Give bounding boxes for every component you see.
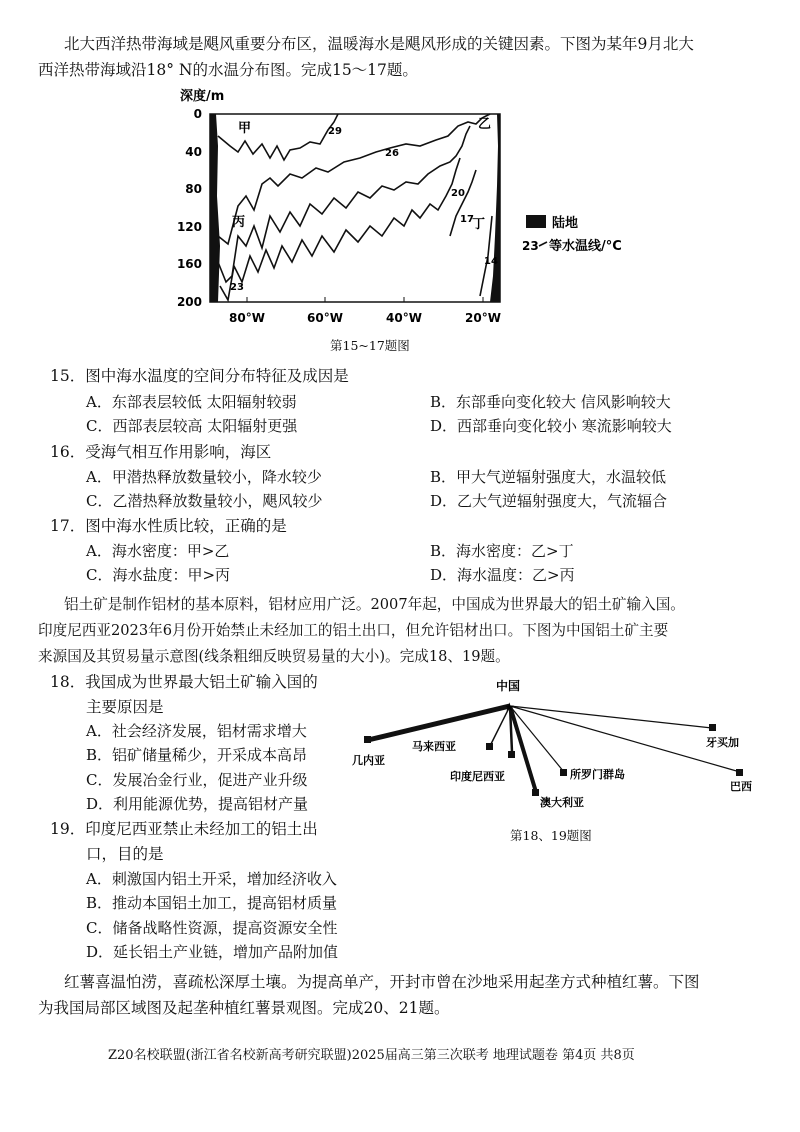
q15-option-d[interactable]: D．西部垂向变化较小 寒流影响较大 bbox=[430, 417, 672, 435]
y-tick-120: 120 bbox=[176, 220, 202, 234]
point-yi: 乙 bbox=[478, 117, 492, 132]
q18-option-d[interactable]: D．利用能源优势，提高铝材产量 bbox=[86, 795, 309, 813]
solomon-marker bbox=[560, 769, 567, 776]
intro2-line2: 印度尼西亚2023年6月份开始禁止未经加工的铝土出口，但允许铝材出口。下图为中国铝土矿主要 bbox=[38, 622, 669, 639]
q16-option-b[interactable]: B．甲大气逆辐射强度大，水温较低 bbox=[430, 468, 667, 486]
legend-isotherm-line bbox=[539, 242, 547, 246]
intro1-line1: 北大西洋热带海域是飓风重要分布区，温暖海水是飓风形成的关键因素。下图为某年9月北大 bbox=[64, 35, 694, 53]
q18-stem-line2: 主要原因是 bbox=[86, 698, 164, 716]
legend-land-swatch bbox=[526, 215, 546, 228]
y-tick-160: 160 bbox=[176, 257, 202, 271]
isotherm-label-23: 23 bbox=[230, 282, 244, 293]
x-tick-60w: 60°W bbox=[307, 311, 343, 325]
q18-option-c[interactable]: C．发展冶金行业，促进产业升级 bbox=[86, 771, 308, 789]
intro2-line1: 铝土矿是制作铝材的基本原料，铝材应用广泛。2007年起，中国成为世界最大的铝土矿输入国。 bbox=[64, 596, 685, 613]
y-axis-title: 深度/m bbox=[180, 89, 225, 104]
isotherm-label-14: 14 bbox=[484, 256, 498, 267]
point-ding: 丁 bbox=[472, 217, 486, 232]
isotherm-label-26: 26 bbox=[385, 148, 399, 159]
australia-marker bbox=[532, 789, 539, 796]
label-solomon: 所罗门群岛 bbox=[570, 768, 625, 781]
q19-stem-line2: 口，目的是 bbox=[86, 845, 164, 863]
fig1-caption: 第15~17题图 bbox=[330, 338, 410, 353]
q15-stem: 15．图中海水温度的空间分布特征及成因是 bbox=[50, 367, 349, 385]
q19-option-c[interactable]: C．储备战略性资源，提高资源安全性 bbox=[86, 919, 338, 937]
q17-option-d[interactable]: D．海水温度：乙>丙 bbox=[430, 566, 575, 584]
x-tick-20w: 20°W bbox=[465, 311, 501, 325]
q15-option-c[interactable]: C．西部表层较高 太阳辐射更强 bbox=[86, 417, 298, 435]
q16-option-c[interactable]: C．乙潜热释放数量较小，飓风较少 bbox=[86, 492, 323, 510]
q16-option-a[interactable]: A．甲潜热释放数量较小，降水较少 bbox=[86, 468, 322, 486]
malaysia-marker bbox=[486, 743, 493, 750]
indonesia-marker bbox=[508, 751, 515, 758]
trade-line-jamaica bbox=[510, 706, 712, 728]
intro3-line2: 为我国局部区域图及起垄种植红薯景观图。完成20、21题。 bbox=[38, 999, 450, 1017]
q17-option-c[interactable]: C．海水盐度：甲>丙 bbox=[86, 566, 231, 584]
q16-option-d[interactable]: D．乙大气逆辐射强度大，气流辐合 bbox=[430, 492, 668, 510]
isotherm-label-17: 17 bbox=[460, 214, 474, 225]
label-malaysia: 马来西亚 bbox=[412, 740, 456, 753]
trade-line-guinea bbox=[368, 706, 510, 740]
bauxite-trade-map bbox=[350, 672, 770, 832]
q17-option-a[interactable]: A．海水密度：甲>乙 bbox=[86, 542, 230, 560]
q19-option-b[interactable]: B．推动本国铝土加工，提高铝材质量 bbox=[86, 894, 338, 912]
label-guinea: 几内亚 bbox=[352, 754, 385, 767]
temperature-section-figure bbox=[150, 86, 650, 338]
legend-isotherm-value: 23 bbox=[522, 239, 539, 253]
q18-option-b[interactable]: B．铝矿储量稀少，开采成本高昂 bbox=[86, 746, 308, 764]
q19-option-a[interactable]: A．刺激国内铝土开采，增加经济收入 bbox=[86, 870, 337, 888]
label-indonesia: 印度尼西亚 bbox=[450, 770, 505, 783]
legend-isotherm-text: 等水温线/°C bbox=[549, 239, 622, 254]
q18-stem-line1: 18．我国成为世界最大铝土矿输入国的 bbox=[50, 673, 318, 691]
label-china: 中国 bbox=[496, 679, 521, 693]
label-australia: 澳大利亚 bbox=[540, 796, 584, 809]
isotherm-label-20: 20 bbox=[451, 188, 465, 199]
point-jia: 甲 bbox=[238, 121, 252, 136]
y-tick-40: 40 bbox=[185, 145, 202, 159]
x-tick-40w: 40°W bbox=[386, 311, 422, 325]
intro3-line1: 红薯喜温怕涝，喜疏松深厚土壤。为提高单产，开封市曾在沙地采用起垄方式种植红薯。下图 bbox=[64, 973, 700, 991]
q17-option-b[interactable]: B．海水密度：乙>丁 bbox=[430, 542, 574, 560]
legend-land-label: 陆地 bbox=[552, 216, 579, 231]
x-tick-80w: 80°W bbox=[229, 311, 265, 325]
page-footer: Z20名校联盟(浙江省名校新高考研究联盟)2025届高三第三次联考 地理试题卷 第4页 共8页 bbox=[108, 1048, 635, 1063]
label-jamaica: 牙买加 bbox=[706, 736, 739, 749]
bauxite-trade-figure bbox=[350, 672, 770, 832]
trade-line-australia bbox=[510, 706, 536, 792]
china-star-icon: ★ bbox=[504, 700, 515, 714]
point-bing: 丙 bbox=[232, 215, 246, 230]
temperature-section-chart bbox=[150, 86, 650, 338]
guinea-marker bbox=[364, 736, 371, 743]
q18-option-a[interactable]: A．社会经济发展，铝材需求增大 bbox=[86, 722, 307, 740]
fig2-caption: 第18、19题图 bbox=[510, 828, 592, 843]
q16-stem: 16．受海气相互作用影响，海区 bbox=[50, 443, 272, 461]
label-brazil: 巴西 bbox=[730, 780, 752, 793]
q15-option-b[interactable]: B．东部垂向变化较大 信风影响较大 bbox=[430, 393, 671, 411]
isotherm-label-29: 29 bbox=[328, 126, 342, 137]
intro1-line2: 西洋热带海域沿18° N的水温分布图。完成15～17题。 bbox=[38, 61, 418, 79]
jamaica-marker bbox=[709, 724, 716, 731]
q15-option-a[interactable]: A．东部表层较低 太阳辐射较弱 bbox=[86, 393, 297, 411]
q19-option-d[interactable]: D．延长铝土产业链，增加产品附加值 bbox=[86, 943, 339, 961]
y-tick-0: 0 bbox=[193, 107, 202, 121]
q17-stem: 17．图中海水性质比较，正确的是 bbox=[50, 517, 287, 535]
q19-stem-line1: 19．印度尼西亚禁止未经加工的铝土出 bbox=[50, 820, 318, 838]
y-tick-80: 80 bbox=[185, 182, 202, 196]
intro2-line3: 来源国及其贸易量示意图(线条粗细反映贸易量的大小)。完成18、19题。 bbox=[38, 648, 510, 665]
y-tick-200: 200 bbox=[176, 295, 202, 309]
brazil-marker bbox=[736, 769, 743, 776]
